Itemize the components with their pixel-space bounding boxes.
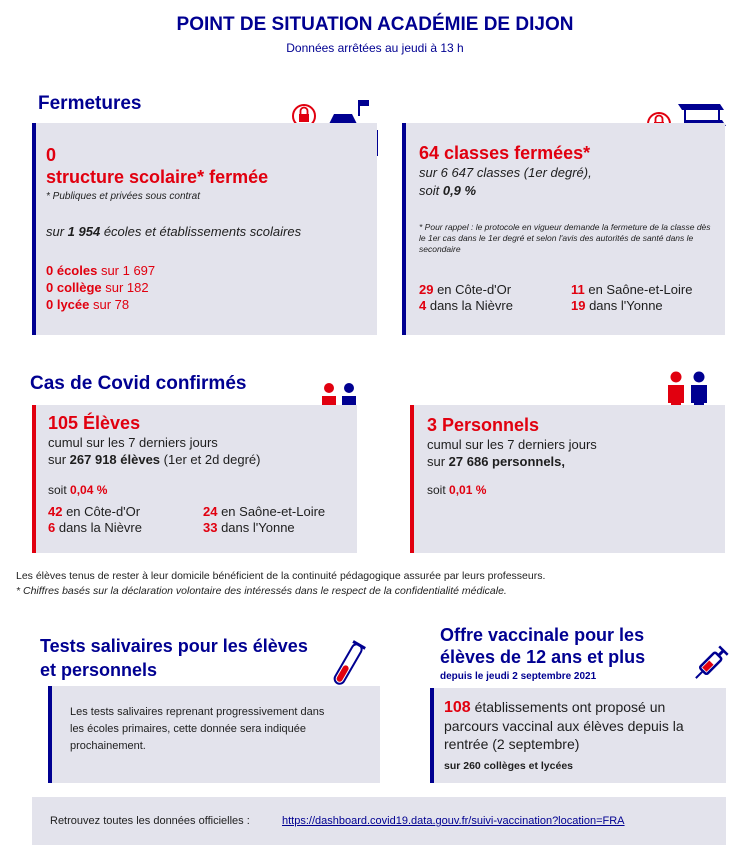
- covid-eleves-card: [32, 405, 357, 553]
- vaccin-since: depuis le jeudi 2 septembre 2021: [440, 671, 597, 682]
- footer-label: Retrouvez toutes les données officielles :: [50, 815, 250, 827]
- list-item: 6 dans la Nièvre: [48, 520, 142, 535]
- list-item: 0 collège sur 182: [46, 280, 149, 295]
- list-item: 33 dans l'Yonne: [203, 520, 295, 535]
- page-title: POINT DE SITUATION ACADÉMIE DE DIJON: [176, 14, 574, 35]
- footnote-confidentiality: * Chiffres basés sur la déclaration volontaire des intéressés dans le respect de la confidentialité médicale.: [16, 585, 507, 597]
- list-item: 24 en Saône-et-Loire: [203, 504, 326, 519]
- tests-body: Les tests salivaires reprenant progressivement dans les écoles primaires, cette donnée sera indiquée prochainement.: [70, 706, 325, 752]
- list-item: 42 en Côte-d'Or: [48, 504, 141, 519]
- fermetures-heading: Fermetures: [38, 93, 142, 114]
- list-item: 0 écoles sur 1 697: [46, 263, 156, 278]
- tests-heading: Tests salivaires pour les élèves et personnels: [40, 636, 308, 680]
- eleves-cumul: cumul sur les 7 derniers jours: [48, 435, 218, 450]
- structures-total: sur 1 954 écoles et établissements scolaires: [46, 224, 302, 239]
- vaccin-sub: sur 260 collèges et lycées: [444, 760, 573, 772]
- personnels-count: 3 Personnels: [427, 415, 540, 435]
- vaccin-body: 108 établissements ont proposé un parcours vaccinal aux élèves depuis la rentrée (2 septembre): [444, 699, 684, 752]
- page-subtitle: Données arrêtées au jeudi à 13 h: [286, 41, 464, 55]
- personnels-ratio: soit 0,01 %: [427, 483, 487, 497]
- personnels-cumul: cumul sur les 7 derniers jours: [427, 437, 597, 452]
- fermetures-classes-card: [402, 123, 725, 335]
- classes-ratio: soit 0,9 %: [419, 183, 477, 198]
- structures-note: * Publiques et privées sous contrat: [46, 191, 200, 202]
- list-item: 4 dans la Nièvre: [419, 298, 513, 313]
- syringe-icon: [690, 644, 730, 684]
- structures-label: structure scolaire* fermée: [46, 167, 269, 187]
- structures-count: 0: [46, 145, 57, 165]
- classes-note: * Pour rappel : le protocole en vigueur demande la fermeture de la classe dès le 1er cas dans le 1er degré et selon l'avis des autorités de santé dans le secondaire: [419, 222, 711, 254]
- personnels-total: sur 27 686 personnels,: [427, 454, 566, 469]
- eleves-ratio: soit 0,04 %: [48, 483, 108, 497]
- vaccin-heading: Offre vaccinale pour les élèves de 12 ans et plus: [440, 625, 646, 667]
- vaccin-card: [430, 688, 726, 783]
- list-item: 11 en Saône-et-Loire: [571, 282, 693, 297]
- eleves-count: 105 Élèves: [48, 413, 141, 433]
- classes-count: 64 classes fermées*: [419, 143, 591, 163]
- footnote-continuity: Les élèves tenus de rester à leur domicile bénéficient de la continuité pédagogique assurée par leurs professeurs.: [16, 570, 546, 582]
- footer-band: [32, 797, 726, 845]
- covid-heading: Cas de Covid confirmés: [30, 373, 247, 394]
- list-item: 29 en Côte-d'Or: [419, 282, 512, 297]
- tests-card: [48, 686, 380, 783]
- official-data-link[interactable]: https://dashboard.covid19.data.gouv.fr/suivi-vaccination?location=FRA: [282, 815, 625, 827]
- classes-total: sur 6 647 classes (1er degré),: [419, 165, 592, 180]
- eleves-total: sur 267 918 élèves (1er et 2d degré): [48, 452, 261, 467]
- structures-breakdown: [46, 262, 155, 313]
- fermetures-structures-card: [32, 123, 377, 335]
- covid-personnels-card: [410, 405, 725, 553]
- list-item: 19 dans l'Yonne: [571, 298, 663, 313]
- list-item: 0 lycée sur 78: [46, 297, 130, 312]
